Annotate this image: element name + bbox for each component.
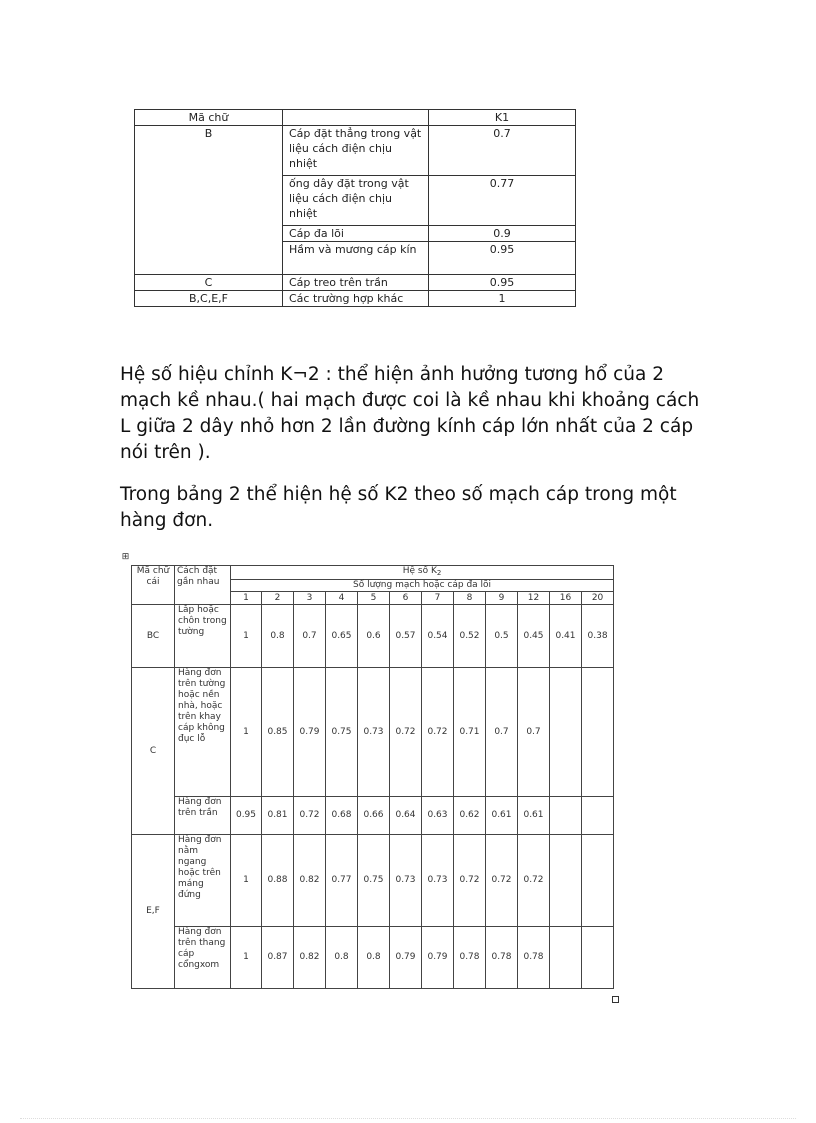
table-row — [132, 927, 614, 989]
k2-value-cell: 0.38 — [582, 605, 614, 668]
k2-value-cell: 0.82 — [294, 835, 326, 927]
k2-value-cell: 0.65 — [326, 605, 358, 668]
k2-value-cell: 0.41 — [550, 605, 582, 668]
k2-method-cell: Lắp hoặc chôn trong tường — [175, 605, 231, 668]
k1-value-cell: 1 — [429, 291, 576, 307]
k2-value-cell — [550, 797, 582, 835]
k1-value-cell: 0.95 — [429, 242, 576, 275]
table-row — [132, 835, 614, 927]
k1-desc-cell: Cáp đặt thẳng trong vật liệu cách điện chịu nhiệt — [283, 126, 429, 176]
k2-value-cell: 0.72 — [454, 835, 486, 927]
k2-value-cell: 0.72 — [390, 668, 422, 797]
k1-code-cell: B,C,E,F — [135, 291, 283, 307]
k2-value-cell: 0.85 — [262, 668, 294, 797]
k2-value-cell: 0.95 — [231, 797, 262, 835]
k2-value-cell: 0.79 — [294, 668, 326, 797]
k2-group-code: C — [132, 668, 175, 835]
k2-method-cell: Hàng đơn trên trần — [175, 797, 231, 835]
k2-count-header: 8 — [454, 592, 486, 605]
k2-value-cell: 0.72 — [294, 797, 326, 835]
k2-count-header: 16 — [550, 592, 582, 605]
k2-count-header: 6 — [390, 592, 422, 605]
page-bottom-divider — [20, 1118, 796, 1119]
k2-value-cell: 1 — [231, 927, 262, 989]
k1-value-cell: 0.77 — [429, 176, 576, 226]
k2-header-count: Số lượng mạch hoặc cáp đa lõi — [231, 580, 614, 592]
k2-value-cell: 0.78 — [486, 927, 518, 989]
k1-header-desc — [283, 110, 429, 126]
k2-header-coef-label: Hệ số K — [402, 566, 437, 576]
k2-count-header: 3 — [294, 592, 326, 605]
k2-value-cell — [582, 927, 614, 989]
k2-method-cell: Hàng đơn trên tường hoặc nền nhà, hoặc trên khay cáp không đục lỗ — [175, 668, 231, 797]
k2-value-cell: 1 — [231, 835, 262, 927]
k2-value-cell: 0.81 — [262, 797, 294, 835]
table-row — [132, 668, 614, 797]
k2-value-cell: 0.79 — [422, 927, 454, 989]
k2-value-cell — [582, 668, 614, 797]
k2-count-header: 20 — [582, 592, 614, 605]
k2-value-cell — [550, 835, 582, 927]
k2-group-code: BC — [132, 605, 175, 668]
k1-value-cell: 0.95 — [429, 275, 576, 291]
k2-value-cell: 0.61 — [518, 797, 550, 835]
k1-header-code: Mã chữ — [135, 110, 283, 126]
k1-desc-cell: Cáp đa lõi — [283, 226, 429, 242]
k1-code-cell: B — [135, 126, 283, 275]
k2-value-cell: 0.62 — [454, 797, 486, 835]
table-resize-handle[interactable] — [612, 996, 619, 1003]
k2-value-cell: 0.71 — [454, 668, 486, 797]
k2-table — [131, 565, 614, 989]
k2-value-cell: 0.57 — [390, 605, 422, 668]
k1-value-cell: 0.7 — [429, 126, 576, 176]
k2-value-cell: 0.61 — [486, 797, 518, 835]
k2-value-cell: 0.73 — [422, 835, 454, 927]
k2-value-cell: 0.7 — [294, 605, 326, 668]
k2-method-cell: Hàng đơn trên thang cáp cổngxom — [175, 927, 231, 989]
k2-header-method: Cách đặt gần nhau — [175, 566, 231, 605]
k1-code-cell: C — [135, 275, 283, 291]
k2-value-cell — [550, 668, 582, 797]
k2-value-cell: 0.75 — [326, 668, 358, 797]
k2-count-header: 12 — [518, 592, 550, 605]
k1-value-cell: 0.9 — [429, 226, 576, 242]
k2-value-cell: 0.75 — [358, 835, 390, 927]
k2-count-header: 7 — [422, 592, 454, 605]
k2-header-coef-subscript: 2 — [436, 569, 442, 577]
k1-desc-cell: Hầm và mương cáp kín — [283, 242, 429, 275]
k2-value-cell: 0.77 — [326, 835, 358, 927]
k2-value-cell: 0.68 — [326, 797, 358, 835]
k2-count-header: 4 — [326, 592, 358, 605]
k2-value-cell: 0.5 — [486, 605, 518, 668]
k2-count-header: 1 — [231, 592, 262, 605]
k1-header-value: K1 — [429, 110, 576, 126]
k1-desc-cell: Các trường hợp khác — [283, 291, 429, 307]
k2-value-cell: 0.8 — [326, 927, 358, 989]
k2-value-cell: 0.8 — [262, 605, 294, 668]
k2-value-cell: 0.66 — [358, 797, 390, 835]
k2-value-cell: 0.72 — [422, 668, 454, 797]
k2-description-paragraph: Hệ số hiệu chỉnh K¬2 : thể hiện ảnh hưởng tương hổ của 2 mạch kề nhau.( hai mạch được coi là kề nhau khi khoảng cách L giữa 2 dây nhỏ hơn 2 lần đường kính cáp lớn nhất của 2 cáp nói trên ). — [120, 364, 700, 463]
k2-value-cell: 0.82 — [294, 927, 326, 989]
k2-value-cell: 0.64 — [390, 797, 422, 835]
k2-value-cell: 0.73 — [390, 835, 422, 927]
k2-value-cell: 0.78 — [518, 927, 550, 989]
k2-value-cell: 0.8 — [358, 927, 390, 989]
k2-value-cell: 0.52 — [454, 605, 486, 668]
k2-value-cell — [550, 927, 582, 989]
k2-value-cell: 0.54 — [422, 605, 454, 668]
k1-desc-cell: ống dây đặt trong vật liệu cách điện chịu nhiệt — [283, 176, 429, 226]
k2-count-header: 9 — [486, 592, 518, 605]
k1-desc-cell: Cáp treo trên trần — [283, 275, 429, 291]
k2-value-cell — [582, 797, 614, 835]
k2-header-code: Mã chữ cái — [132, 566, 175, 605]
table-row — [132, 797, 614, 835]
k2-value-cell: 0.73 — [358, 668, 390, 797]
k2-value-cell: 0.78 — [454, 927, 486, 989]
k2-value-cell: 0.45 — [518, 605, 550, 668]
k2-value-cell: 0.63 — [422, 797, 454, 835]
k2-count-header: 5 — [358, 592, 390, 605]
k2-value-cell: 0.6 — [358, 605, 390, 668]
k2-value-cell: 0.88 — [262, 835, 294, 927]
table-move-handle-icon[interactable]: ⊞ — [121, 552, 130, 562]
k2-value-cell: 0.7 — [518, 668, 550, 797]
k2-value-cell: 0.7 — [486, 668, 518, 797]
k2-group-code: E,F — [132, 835, 175, 989]
k2-value-cell: 1 — [231, 605, 262, 668]
k2-count-header: 2 — [262, 592, 294, 605]
table2-intro-paragraph: Trong bảng 2 thể hiện hệ số K2 theo số mạch cáp trong một hàng đơn. — [120, 484, 677, 531]
table-row — [132, 605, 614, 668]
k2-header-coef — [231, 566, 614, 580]
k2-value-cell: 1 — [231, 668, 262, 797]
k2-value-cell: 0.79 — [390, 927, 422, 989]
k2-value-cell: 0.72 — [486, 835, 518, 927]
k2-value-cell — [582, 835, 614, 927]
k2-value-cell: 0.87 — [262, 927, 294, 989]
k2-value-cell: 0.72 — [518, 835, 550, 927]
k1-table — [134, 109, 576, 307]
k2-method-cell: Hàng đơn nằm ngang hoặc trên máng đứng — [175, 835, 231, 927]
